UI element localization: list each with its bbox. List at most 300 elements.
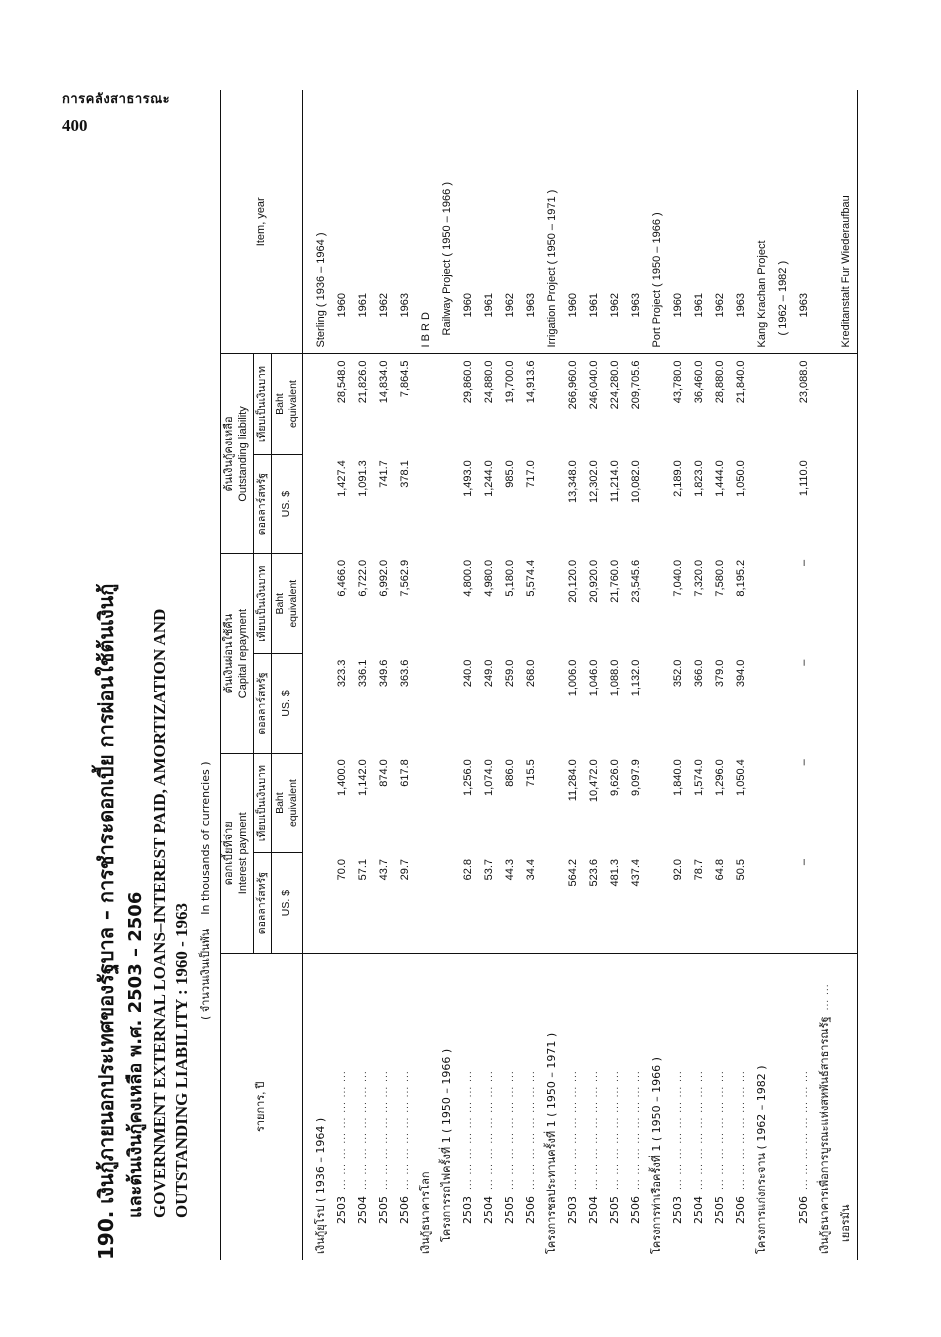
cell-interest-baht: 9,097.9 <box>629 759 642 796</box>
cell-interest-usd: 78.7 <box>692 858 705 881</box>
row-label-english: Port Project ( 1950 – 1966 ) <box>647 90 668 354</box>
cell-capital-usd: – <box>797 659 810 666</box>
cell-capital-baht: 7,580.0 <box>713 559 726 597</box>
leader-dots: ... ... ... ... ... ... ... ... <box>379 1070 390 1190</box>
row-label-english: 1961 <box>353 90 374 354</box>
row-label-thai <box>374 953 395 1260</box>
cell-capital-baht: 5,180.0 <box>503 559 516 597</box>
table-row <box>584 90 605 1260</box>
table-row <box>353 90 374 1260</box>
row-label-english: 1962 <box>500 90 521 354</box>
table-row <box>626 90 647 1260</box>
row-label-thai-text: เงินกู้ธนาคารเพื่อการบูรณะแห่งสหพันธ์สาธารณรัฐ <box>817 1016 831 1254</box>
row-label-english <box>815 90 836 354</box>
cell-capital-usd: 1,132.0 <box>629 659 642 697</box>
cell-outstanding-usd <box>647 454 668 554</box>
cell-outstanding-usd: 985.0 <box>503 460 516 488</box>
row-label-english: 1960 <box>668 90 689 354</box>
cell-outstanding-usd: 1,091.3 <box>356 460 369 497</box>
cell-outstanding-baht <box>302 354 332 454</box>
cell-interest-usd <box>773 853 794 953</box>
table-row <box>332 90 353 1260</box>
leader-dots: ... ... ... ... ... ... ... ... <box>484 1070 495 1190</box>
cell-outstanding-baht: 21,840.0 <box>734 360 747 404</box>
row-label-thai <box>773 953 794 1260</box>
row-label-thai <box>626 953 647 1260</box>
cell-capital-usd: 336.1 <box>356 659 369 688</box>
row-label-thai-text: 2503 <box>460 1196 474 1224</box>
cell-capital-usd: 394.0 <box>734 659 747 688</box>
cell-capital-baht <box>416 554 437 654</box>
cell-outstanding-usd: 11,214.0 <box>608 460 621 503</box>
row-label-thai-text: 2504 <box>586 1196 600 1224</box>
leader-dots: ... ... ... ... ... ... ... ... <box>694 1070 705 1190</box>
table-row <box>752 90 773 1260</box>
row-label-thai-text: โครงการท่าเรือครั้งที่ 1 ( 1950 – 1966 ) <box>649 1057 663 1254</box>
title-english-line-2: OUTSTANDING LIABILITY : 1960 - 1963 <box>172 902 191 1218</box>
cell-interest-usd <box>647 853 668 953</box>
cell-outstanding-baht: 209,705.6 <box>629 360 642 410</box>
cell-capital-baht: 7,562.9 <box>398 559 411 597</box>
row-label-thai-text: 2506 <box>796 1196 810 1224</box>
table-row <box>815 90 836 1260</box>
rotated-table-page <box>90 60 850 1260</box>
header-outstanding-english: Outstanding liability <box>236 406 249 502</box>
row-label-thai-text: 2505 <box>502 1196 516 1224</box>
cell-capital-usd: 366.0 <box>692 659 705 688</box>
cell-interest-baht: 11,284.0 <box>566 759 579 802</box>
leader-dots: ... ... ... ... ... ... ... ... <box>610 1070 621 1190</box>
row-label-english: 1962 <box>374 90 395 354</box>
header-baht: Baht <box>273 792 286 814</box>
cell-capital-baht: – <box>797 559 810 567</box>
header-interest <box>221 753 254 953</box>
table-body <box>302 90 857 1260</box>
header-baht-thai: เทียบเป็นเงินบาท <box>253 753 271 853</box>
table-row <box>731 90 752 1260</box>
cell-outstanding-usd: 1,110.0 <box>797 460 810 497</box>
cell-interest-baht <box>416 753 437 853</box>
cell-outstanding-usd <box>752 454 773 554</box>
cell-interest-usd <box>302 853 332 953</box>
table-row <box>773 90 794 1260</box>
cell-outstanding-usd <box>836 454 858 554</box>
cell-outstanding-usd: 12,302.0 <box>587 460 600 504</box>
cell-outstanding-usd: 741.7 <box>377 460 390 488</box>
cell-outstanding-baht <box>542 354 563 454</box>
cell-interest-baht <box>647 753 668 853</box>
table-row <box>563 90 584 1260</box>
title-thai-line-2: และต้นเงินกู้คงเหลือ พ.ศ. 2503 – 2506 <box>125 891 146 1218</box>
row-label-thai-text: 2503 <box>670 1196 684 1224</box>
row-label-english: 1960 <box>563 90 584 354</box>
cell-outstanding-usd <box>437 454 458 554</box>
cell-outstanding-baht <box>752 354 773 454</box>
cell-outstanding-usd: 717.0 <box>524 460 537 488</box>
cell-outstanding-baht <box>815 354 836 454</box>
cell-interest-baht <box>752 753 773 853</box>
cell-capital-baht <box>437 554 458 654</box>
cell-interest-baht: 9,626.0 <box>608 759 621 796</box>
header-item-thai: รายการ, ปี <box>221 953 303 1260</box>
cell-interest-usd: 481.3 <box>608 858 621 887</box>
cell-capital-baht <box>542 554 563 654</box>
cell-interest-usd: 70.0 <box>335 858 348 881</box>
leader-dots: ... ... ... ... ... ... ... ... <box>526 1070 537 1190</box>
row-label-thai <box>353 953 374 1260</box>
cell-interest-usd <box>437 853 458 953</box>
row-label-thai-text: 2506 <box>523 1196 537 1224</box>
table-row <box>794 90 815 1260</box>
row-label-thai-text: 2504 <box>355 1196 369 1224</box>
row-label-thai <box>437 953 458 1260</box>
cell-outstanding-baht: 29,860.0 <box>461 360 474 404</box>
cell-outstanding-usd <box>542 454 563 554</box>
cell-outstanding-baht <box>836 354 858 454</box>
cell-interest-usd: 44.3 <box>503 858 516 881</box>
table-row <box>689 90 710 1260</box>
leader-dots: ... ... ... ... ... ... ... ... <box>799 1070 810 1190</box>
row-label-thai-text: โครงการแก่งกระจาน ( 1962 – 1982 ) <box>754 1065 768 1254</box>
cell-capital-usd <box>836 654 858 754</box>
cell-interest-usd: 62.8 <box>461 858 474 881</box>
header-usd-thai: ดอลลาร์สหรัฐ <box>253 654 271 754</box>
cell-outstanding-baht <box>647 354 668 454</box>
row-label-thai <box>500 953 521 1260</box>
leader-dots: ... ... ... ... ... ... ... ... <box>337 1070 348 1190</box>
table-row <box>437 90 458 1260</box>
cell-interest-usd: 64.8 <box>713 858 726 881</box>
row-label-thai <box>584 953 605 1260</box>
cell-interest-usd: 437.4 <box>629 858 642 887</box>
table-row <box>500 90 521 1260</box>
row-label-english: Kreditanstalt Fur Wiederaufbau <box>836 90 858 354</box>
row-label-thai <box>836 953 858 1260</box>
cell-outstanding-usd: 1,444.0 <box>713 460 726 497</box>
cell-capital-usd: 268.0 <box>524 659 537 688</box>
running-head: การคลังสาธารณะ <box>62 92 171 107</box>
cell-capital-baht: 21,760.0 <box>608 559 621 603</box>
header-baht-equivalent <box>271 354 302 454</box>
cell-capital-baht <box>836 554 858 654</box>
cell-capital-baht <box>773 554 794 654</box>
cell-outstanding-usd <box>416 454 437 554</box>
row-label-thai-text: 2505 <box>712 1196 726 1224</box>
cell-interest-usd: 92.0 <box>671 858 684 881</box>
row-label-thai <box>521 953 542 1260</box>
unit-note <box>196 761 214 1020</box>
table-row <box>479 90 500 1260</box>
cell-outstanding-usd: 1,823.0 <box>692 460 705 497</box>
row-label-thai <box>479 953 500 1260</box>
cell-outstanding-usd: 10,082.0 <box>629 460 642 504</box>
cell-interest-usd <box>815 853 836 953</box>
unit-note-english: In thousands of currencies ) <box>199 761 212 915</box>
row-label-thai <box>302 953 332 1260</box>
leader-dots: ... ... ... ... ... ... ... ... <box>400 1070 411 1190</box>
unit-note-thai: ( จำนวนเงินเป็นพัน <box>199 928 212 1020</box>
table-row <box>458 90 479 1260</box>
cell-capital-usd <box>773 654 794 754</box>
row-label-english: ( 1962 – 1982 ) <box>773 90 794 354</box>
cell-interest-baht: – <box>797 759 810 766</box>
leader-dots: ... ... ... ... ... ... ... ... <box>631 1070 642 1190</box>
header-usd-thai: ดอลลาร์สหรัฐ <box>253 853 271 953</box>
row-label-english: 1960 <box>458 90 479 354</box>
cell-outstanding-baht: 24,880.0 <box>482 360 495 404</box>
cell-outstanding-baht: 224,280.0 <box>608 360 621 410</box>
row-label-thai <box>689 953 710 1260</box>
cell-capital-usd <box>542 654 563 754</box>
cell-capital-baht <box>302 554 332 654</box>
cell-outstanding-baht: 43,780.0 <box>671 360 684 404</box>
header-baht-equivalent <box>271 753 302 853</box>
cell-interest-baht: 1,574.0 <box>692 759 705 796</box>
cell-interest-baht <box>437 753 458 853</box>
header-baht-equivalent <box>271 554 302 654</box>
cell-outstanding-baht: 19,700.0 <box>503 360 516 404</box>
cell-outstanding-baht: 28,548.0 <box>335 360 348 404</box>
header-capital <box>221 554 254 753</box>
cell-outstanding-usd: 2,189.0 <box>671 460 684 497</box>
cell-capital-baht: 6,722.0 <box>356 559 369 597</box>
row-label-english: Railway Project ( 1950 – 1966 ) <box>437 90 458 354</box>
leader-dots: ... ... ... ... ... ... ... ... <box>358 1070 369 1190</box>
row-label-english: 1961 <box>479 90 500 354</box>
cell-capital-baht: 6,466.0 <box>335 559 348 597</box>
row-label-english: 1963 <box>794 90 815 354</box>
cell-capital-usd <box>752 654 773 754</box>
header-interest-english: Interest payment <box>236 812 249 895</box>
row-label-thai <box>668 953 689 1260</box>
header-usd: US. $ <box>271 654 302 754</box>
cell-capital-usd <box>647 654 668 754</box>
leader-dots: ... ... ... ... ... ... ... ... <box>505 1070 516 1190</box>
cell-interest-baht <box>542 753 563 853</box>
cell-capital-usd: 1,006.0 <box>566 659 579 697</box>
leader-dots: ... ... ... ... ... ... ... ... <box>463 1070 474 1190</box>
page-number: 400 <box>62 116 88 135</box>
title-thai-line-1: 190. เงินกู้ภายนอกประเทศของรัฐบาล – การชำระดอกเบี้ย การผ่อนใช้ต้นเงินกู้ <box>94 583 118 1260</box>
table-row <box>542 90 563 1260</box>
leader-dots: ... ... ... ... ... ... ... ... <box>736 1070 747 1190</box>
cell-capital-baht <box>752 554 773 654</box>
cell-outstanding-usd: 1,244.0 <box>482 460 495 497</box>
header-equivalent: equivalent <box>286 380 299 429</box>
header-usd: US. $ <box>271 454 302 554</box>
cell-capital-usd: 1,088.0 <box>608 659 621 697</box>
cell-interest-baht: 1,142.0 <box>356 759 369 796</box>
table-row <box>521 90 542 1260</box>
cell-capital-usd <box>416 654 437 754</box>
cell-interest-baht <box>773 753 794 853</box>
cell-outstanding-baht <box>773 354 794 454</box>
cell-capital-baht: 4,800.0 <box>461 559 474 597</box>
cell-outstanding-usd: 13,348.0 <box>566 460 579 504</box>
cell-outstanding-baht: 14,834.0 <box>377 360 390 404</box>
row-label-thai <box>605 953 626 1260</box>
row-label-thai <box>647 953 668 1260</box>
row-label-english: 1963 <box>731 90 752 354</box>
row-label-thai-text: 2505 <box>376 1196 390 1224</box>
cell-capital-usd: 349.6 <box>377 659 390 688</box>
cell-outstanding-usd: 1,493.0 <box>461 460 474 497</box>
cell-outstanding-baht: 7,864.5 <box>398 360 411 398</box>
header-interest-thai: ดอกเบี้ยที่จ่าย <box>223 821 235 886</box>
row-label-thai-text: เงินกู้ธนาคารโลก <box>418 1171 432 1254</box>
row-label-thai-text: เงินกู้ยุโรป ( 1936 – 1964 ) <box>313 1117 327 1254</box>
row-label-english: 1961 <box>584 90 605 354</box>
cell-outstanding-baht: 266,960.0 <box>566 360 579 410</box>
row-label-thai <box>731 953 752 1260</box>
cell-capital-baht: 8,195.2 <box>734 559 747 597</box>
cell-capital-baht: 7,040.0 <box>671 559 684 597</box>
cell-interest-baht: 1,074.0 <box>482 759 495 796</box>
table-row <box>668 90 689 1260</box>
cell-capital-baht <box>647 554 668 654</box>
cell-capital-usd: 240.0 <box>461 659 474 688</box>
header-usd: US. $ <box>271 853 302 953</box>
row-label-english: I B R D <box>416 90 437 354</box>
header-equivalent: equivalent <box>286 779 299 828</box>
cell-outstanding-usd: 378.1 <box>398 460 411 488</box>
cell-interest-baht: 715.5 <box>524 759 537 787</box>
cell-interest-baht: 1,050.4 <box>734 759 747 796</box>
row-label-english: 1962 <box>710 90 731 354</box>
table-row <box>605 90 626 1260</box>
cell-capital-usd: 249.0 <box>482 659 495 688</box>
cell-interest-baht: 1,400.0 <box>335 759 348 796</box>
cell-interest-baht: 617.8 <box>398 759 411 787</box>
row-label-thai-text: 2503 <box>334 1196 348 1224</box>
cell-outstanding-baht <box>437 354 458 454</box>
row-label-english: 1962 <box>605 90 626 354</box>
cell-interest-baht: 10,472.0 <box>587 759 600 803</box>
leader-dots: ... ... ... ... ... ... ... ... <box>673 1070 684 1190</box>
header-capital-english: Capital repayment <box>236 608 249 699</box>
cell-interest-usd: 53.7 <box>482 858 495 881</box>
row-label-thai <box>416 953 437 1260</box>
cell-capital-baht <box>815 554 836 654</box>
header-usd-thai: ดอลลาร์สหรัฐ <box>253 454 271 554</box>
row-label-english: Kang Krachan Project <box>752 90 773 354</box>
cell-interest-usd <box>416 853 437 953</box>
header-baht-thai: เทียบเป็นเงินบาท <box>253 354 271 454</box>
cell-interest-baht: 1,256.0 <box>461 759 474 796</box>
table-row <box>302 90 332 1260</box>
row-label-thai <box>752 953 773 1260</box>
cell-interest-usd: 523.6 <box>587 858 600 887</box>
cell-interest-baht: 886.0 <box>503 759 516 787</box>
row-label-thai-text: 2504 <box>481 1196 495 1224</box>
cell-capital-baht: 23,545.6 <box>629 559 642 603</box>
table-row <box>395 90 416 1260</box>
cell-interest-usd: – <box>797 858 810 866</box>
row-label-thai <box>332 953 353 1260</box>
cell-interest-usd <box>542 853 563 953</box>
row-label-thai <box>563 953 584 1260</box>
leader-dots: ... ... ... ... ... ... ... ... <box>568 1070 579 1190</box>
cell-outstanding-usd <box>815 454 836 554</box>
cell-outstanding-usd <box>302 454 332 554</box>
cell-interest-usd: 57.1 <box>356 858 369 881</box>
leader-dots: ... ... ... ... ... ... ... ... <box>715 1070 726 1190</box>
cell-interest-baht <box>815 753 836 853</box>
cell-interest-usd: 29.7 <box>398 858 411 881</box>
row-label-thai-text: 2506 <box>733 1196 747 1224</box>
row-label-thai-text: เยอรมัน <box>838 1204 852 1242</box>
cell-outstanding-baht: 14,913.6 <box>524 360 537 404</box>
table-row <box>647 90 668 1260</box>
cell-capital-usd: 379.0 <box>713 659 726 688</box>
cell-outstanding-baht: 246,040.0 <box>587 360 600 410</box>
header-baht: Baht <box>273 592 286 615</box>
cell-interest-usd: 43.7 <box>377 858 390 881</box>
row-label-thai-text: 2503 <box>565 1196 579 1224</box>
header-capital-thai: ต้นเงินผ่อนใช้คืน <box>223 613 235 694</box>
row-label-thai-text: 2506 <box>628 1196 642 1224</box>
leader-dots: ... ... <box>820 983 831 1011</box>
row-label-english: 1963 <box>395 90 416 354</box>
cell-interest-baht: 1,840.0 <box>671 759 684 796</box>
cell-capital-usd <box>302 654 332 754</box>
cell-outstanding-baht: 23,088.0 <box>797 360 810 404</box>
row-label-english: Sterling ( 1936 – 1964 ) <box>302 90 332 354</box>
row-label-thai-text: โครงการรถไฟครั้งที่ 1 ( 1950 – 1966 ) <box>439 1048 453 1242</box>
cell-interest-baht <box>836 753 858 853</box>
table-row <box>416 90 437 1260</box>
row-label-thai <box>794 953 815 1260</box>
row-label-english: 1961 <box>689 90 710 354</box>
cell-capital-usd: 323.3 <box>335 659 348 688</box>
table-row <box>710 90 731 1260</box>
row-label-thai-text: 2506 <box>397 1196 411 1224</box>
row-label-thai <box>815 953 836 1260</box>
title-english-line-1: GOVERNMENT EXTERNAL LOANS–INTEREST PAID, AMORTIZATION AND <box>150 608 169 1218</box>
header-outstanding-thai: ต้นเงินกู้คงเหลือ <box>223 416 235 492</box>
cell-outstanding-usd: 1,050.0 <box>734 460 747 497</box>
cell-capital-baht: 6,992.0 <box>377 559 390 597</box>
cell-interest-usd: 50.5 <box>734 858 747 881</box>
leader-dots: ... ... ... ... ... ... ... ... <box>589 1070 600 1190</box>
row-label-thai <box>395 953 416 1260</box>
cell-interest-baht <box>302 753 332 853</box>
cell-capital-usd: 259.0 <box>503 659 516 688</box>
header-baht: Baht <box>273 393 286 415</box>
cell-interest-usd <box>752 853 773 953</box>
cell-capital-usd: 1,046.0 <box>587 659 600 697</box>
row-label-thai-text: 2504 <box>691 1196 705 1224</box>
cell-outstanding-baht: 28,880.0 <box>713 360 726 404</box>
header-outstanding <box>221 354 254 554</box>
header-equivalent: equivalent <box>286 579 299 628</box>
cell-interest-baht: 1,296.0 <box>713 759 726 796</box>
loans-table <box>220 90 858 1260</box>
row-label-english: 1963 <box>626 90 647 354</box>
cell-capital-usd: 363.6 <box>398 659 411 688</box>
header-item-english: Item, year <box>221 90 303 354</box>
cell-capital-baht: 20,120.0 <box>566 559 579 603</box>
row-label-english: 1963 <box>521 90 542 354</box>
table-row <box>374 90 395 1260</box>
row-label-thai <box>542 953 563 1260</box>
cell-outstanding-baht <box>416 354 437 454</box>
cell-interest-usd: 564.2 <box>566 858 579 887</box>
cell-interest-baht: 874.0 <box>377 759 390 787</box>
cell-capital-usd <box>437 654 458 754</box>
cell-capital-usd <box>815 654 836 754</box>
cell-capital-baht: 4,980.0 <box>482 559 495 597</box>
